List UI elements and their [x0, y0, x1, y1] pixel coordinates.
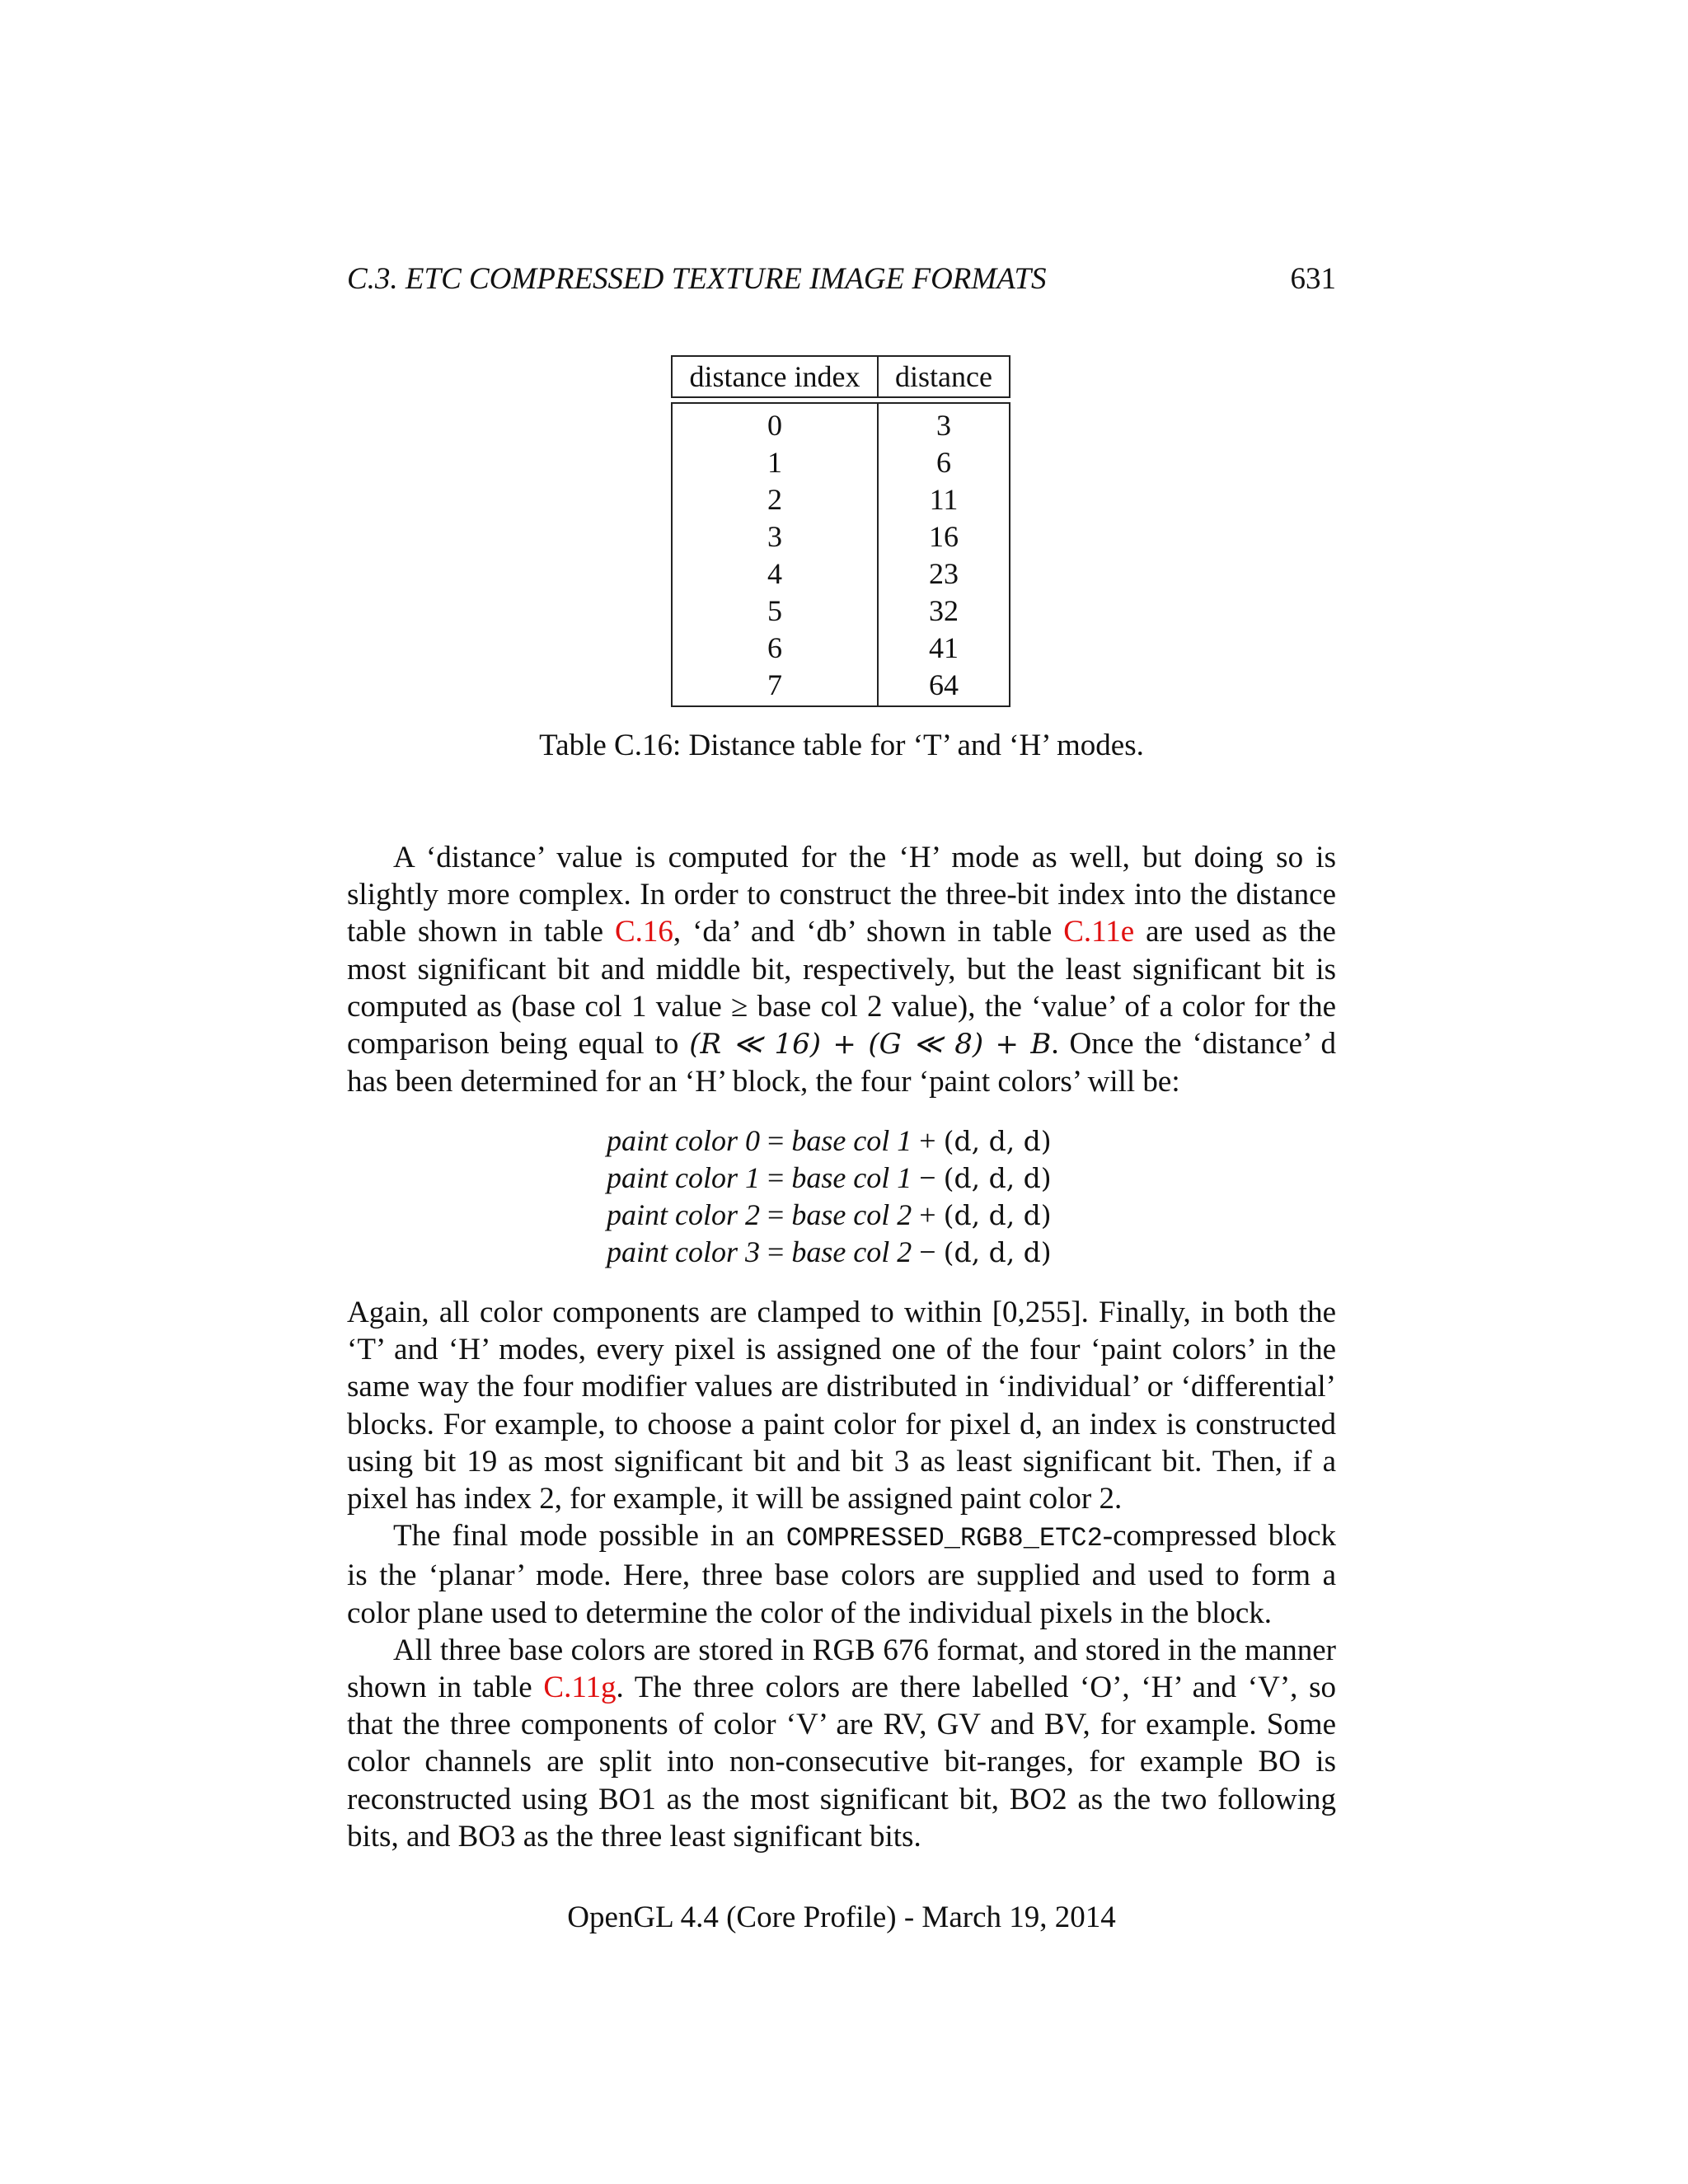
table-cell: 6 [672, 630, 878, 667]
table-row [672, 444, 1010, 481]
equation-sign: − [912, 1161, 944, 1194]
equation-rhs: base col 1 [791, 1124, 912, 1157]
text-span: . Once the ‘distance’ d has been determined for an ‘H’ block, the four ‘paint colors’ will be: [347, 1027, 1337, 1099]
equation-sign: + [912, 1198, 944, 1231]
table-link[interactable]: C.16 [614, 915, 673, 949]
equation-lhs: paint color 0 [607, 1124, 760, 1157]
table-row [672, 518, 1010, 555]
equation-vector: (d, d, d) [943, 1236, 1052, 1268]
equation-rhs: base col 2 [791, 1198, 912, 1231]
table-row [672, 630, 1010, 667]
equation [607, 1234, 1052, 1271]
equation-sign: + [912, 1124, 944, 1157]
page-footer: OpenGL 4.4 (Core Profile) - March 19, 2014 [567, 1900, 1116, 1934]
equation-lhs: paint color 3 [607, 1235, 760, 1268]
equation-vector: (d, d, d) [943, 1125, 1052, 1157]
paragraph [347, 1632, 1336, 1855]
equation [607, 1122, 1052, 1160]
table-header-row [672, 356, 1010, 397]
equation-vector: (d, d, d) [943, 1162, 1052, 1194]
table-cell: 32 [878, 593, 1010, 630]
text-span: , ‘da’ and ‘db’ shown in table [673, 915, 1064, 949]
table-cell: 64 [878, 667, 1010, 706]
distance-table [671, 355, 1010, 707]
paragraph: Again, all color components are clamped to within [0,255]. Finally, in both the ‘T’ and ‘H’ modes, every pixel is assigned one of the four ‘paint colors’ in the same way the four modifier values are distributed in ‘individual’ or ‘differential’ blocks. For example, to choose a paint color for pixel d, an index is constructed using bit 19 as most significant bit and bit 3 as least significant bit. Then, if a pixel has index 2, for example, it will be assigned paint color 2. [347, 1296, 1336, 1516]
table-link[interactable]: C.11g [543, 1671, 617, 1705]
paint-color-equations [607, 1122, 1052, 1271]
equation-operator: = [760, 1198, 792, 1231]
equation-operator: = [760, 1124, 792, 1157]
equation-vector: (d, d, d) [943, 1199, 1052, 1231]
table-cell: 23 [878, 555, 1010, 593]
body-text-block-1 [347, 839, 1336, 1100]
table-row [672, 593, 1010, 630]
paragraph [347, 839, 1336, 1100]
equation-rhs: base col 1 [791, 1161, 912, 1194]
equation-lhs: paint color 2 [607, 1198, 760, 1231]
inline-math: (R ≪ 16) + (G ≪ 8) + B [689, 1028, 1052, 1062]
table-row [672, 555, 1010, 593]
text-span: All three base colors are stored in RGB 676 format, and stored in the manner shown in table [347, 1633, 1336, 1705]
equation [607, 1197, 1052, 1234]
equation-operator: = [760, 1161, 792, 1194]
text-span: A ‘distance’ value is computed for the ‘H’ mode as well, but doing so is slightly more complex. In order to construct the three-bit index into the distance table shown in table [347, 841, 1336, 949]
table-row [672, 481, 1010, 518]
text-span: . The three colors are there labelled ‘O’, ‘H’ and ‘V’, so that the three components of color ‘V’ are RV, GV and BV, for example. Some color channels are split into non-consecutive bit-ranges, for example BO is reconstructed using BO1 as the most significant bit, BO2 as the two following bits, and BO3 as the three least significant bits. [347, 1671, 1336, 1854]
table-cell: 1 [672, 444, 878, 481]
section-title: C.3. ETC COMPRESSED TEXTURE IMAGE FORMATS [347, 262, 1047, 296]
table-cell: 41 [878, 630, 1010, 667]
text-span: -compressed block is the ‘planar’ mode. Here, three base colors are supplied and used to form a color plane used to determine the color of the individual pixels in the block. [347, 1519, 1336, 1630]
table-cell: 3 [672, 518, 878, 555]
table-link[interactable]: C.11e [1063, 915, 1135, 949]
table-caption: Table C.16: Distance table for ‘T’ and ‘H’ modes. [539, 729, 1144, 762]
table-row [672, 667, 1010, 706]
table-cell: 11 [878, 481, 1010, 518]
equation-operator: = [760, 1235, 792, 1268]
paragraph [347, 1517, 1336, 1632]
equation-lhs: paint color 1 [607, 1161, 760, 1194]
inline-code: COMPRESSED_RGB8_ETC2 [785, 1523, 1103, 1554]
table-cell: 2 [672, 481, 878, 518]
table-cell: 3 [878, 403, 1010, 444]
page-number: 631 [1290, 262, 1336, 296]
table-cell: 7 [672, 667, 878, 706]
table-cell: 4 [672, 555, 878, 593]
table-cell: 5 [672, 593, 878, 630]
text-span: The final mode possible in an [393, 1519, 786, 1554]
table-row [672, 403, 1010, 444]
table-cell: 6 [878, 444, 1010, 481]
table-cell: 16 [878, 518, 1010, 555]
equation-sign: − [912, 1235, 944, 1268]
text-span: are used as the most significant bit and middle bit, respectively, but the least significant bit is computed as (base col 1 value ≥ base col 2 value), the ‘value’ of a color for the comparison being equal to [347, 915, 1336, 1062]
column-header: distance [878, 356, 1010, 397]
running-header [347, 259, 1336, 300]
table-cell: 0 [672, 403, 878, 444]
body-text-block-2 [347, 1294, 1336, 1855]
column-header: distance index [672, 356, 878, 397]
equation [607, 1160, 1052, 1197]
equation-rhs: base col 2 [791, 1235, 912, 1268]
